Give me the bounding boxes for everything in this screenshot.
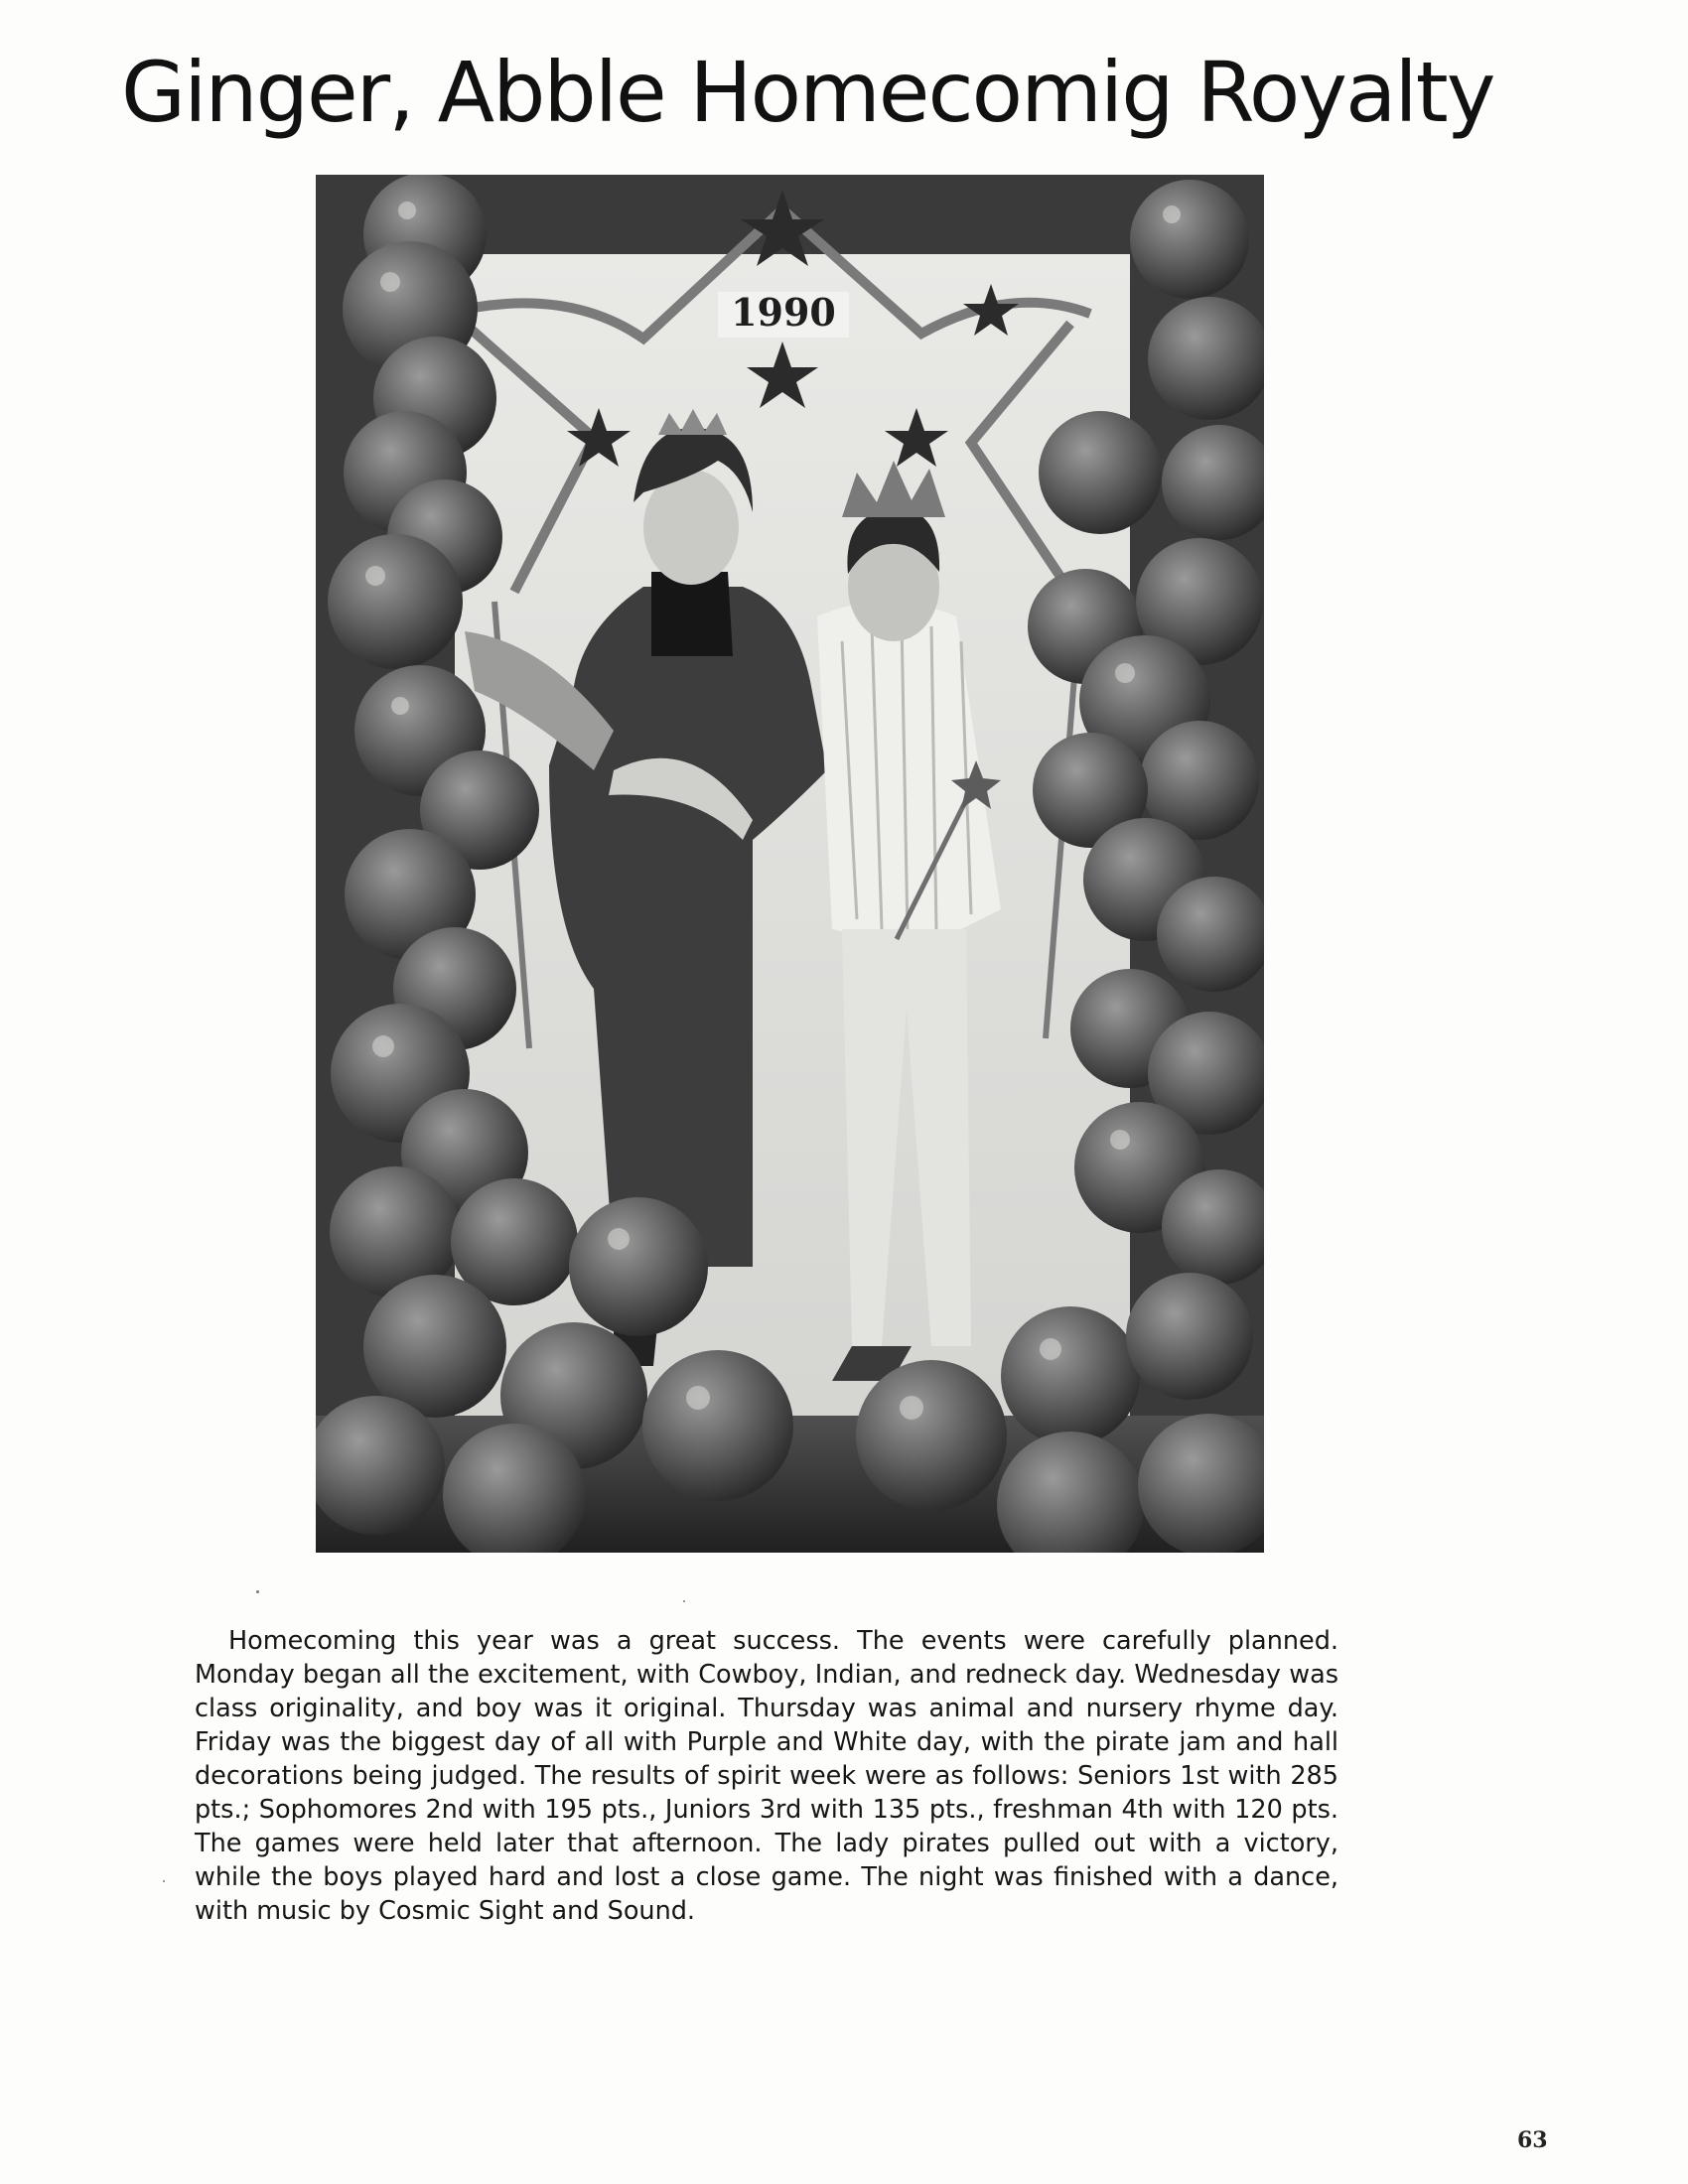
page-headline: Ginger, Abble Homecomig Royalty [121, 44, 1494, 141]
page-number: 63 [1517, 2127, 1548, 2153]
photo-illustration [316, 175, 1264, 1553]
homecoming-royalty-photo [316, 175, 1264, 1553]
banner-year: 1990 [731, 290, 836, 335]
article-body: Homecoming this year was a great success. The events were carefully planned. Monday began all the excitement, with Cowboy, Indian, and redneck day. Wednesday was class originality, and boy was it original. Thursday was animal and nursery rhyme day. Friday was the biggest day of all with Purple and White day, with the pirate jam and hall decorations being judged. The results of spirit week were as follows: Seniors 1st with 285 pts.; Sophomores 2nd with 195 pts., Juniors 3rd with 135 pts., freshman 4th with 120 pts. The games were held later that afternoon. The lady pirates pulled out with a victory, while the boys played hard and lost a close game. The night was finished with a dance, with music by Cosmic Sight and Sound. [195, 1626, 1338, 1926]
print-speck [683, 1600, 685, 1602]
print-speck [256, 1590, 259, 1593]
print-speck [163, 1880, 165, 1882]
